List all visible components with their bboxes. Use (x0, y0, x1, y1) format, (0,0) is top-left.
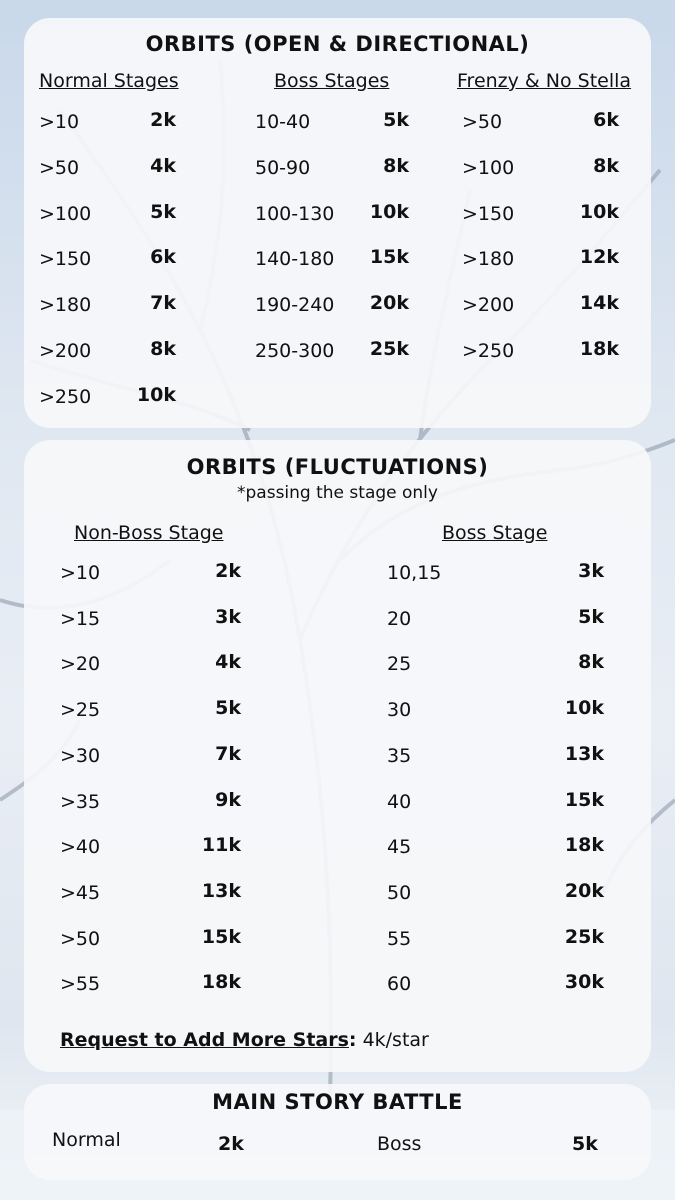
row-value: 10k (369, 200, 409, 223)
row-label: 35 (387, 744, 412, 767)
main-story-title: MAIN STORY BATTLE (212, 1090, 463, 1114)
row-value: 15k (564, 788, 604, 811)
column-header: Boss Stages (274, 70, 390, 92)
row-label: >10 (60, 562, 101, 584)
row-label: 25 (387, 653, 412, 676)
row-label: 50-90 (255, 156, 311, 179)
row-value: 3k (215, 605, 241, 628)
row-label: >15 (60, 607, 101, 630)
row-value: 6k (593, 109, 619, 131)
row-label: >20 (60, 653, 101, 676)
row-value: 4k (215, 651, 241, 674)
row-label: 60 (387, 973, 412, 996)
row-value: 18k (564, 834, 604, 857)
row-label: >30 (60, 744, 101, 767)
row-label: >200 (462, 294, 515, 317)
row-value: 5k (150, 200, 176, 223)
row-value: 2k (150, 109, 176, 131)
orbits-open-title: ORBITS (OPEN & DIRECTIONAL) (145, 32, 530, 56)
row-value: 10k (579, 200, 619, 223)
row-value: 30k (564, 971, 604, 994)
row-label: >40 (60, 836, 101, 859)
row-value: 15k (201, 925, 241, 948)
row-value: 9k (215, 788, 241, 811)
main-story-normal-value: 2k (218, 1133, 244, 1155)
column-header: Non-Boss Stage (74, 522, 224, 544)
row-label: >50 (60, 927, 101, 950)
row-label: >180 (462, 248, 515, 271)
row-label: >35 (60, 790, 101, 813)
row-label: >180 (39, 294, 92, 317)
main-story-battle-card (24, 1084, 651, 1180)
row-label: >250 (39, 385, 92, 408)
row-label: 50 (387, 881, 412, 904)
row-label: >150 (39, 248, 92, 271)
row-label: >150 (462, 202, 515, 225)
add-stars-footer: Request to Add More Stars: 4k/star (60, 1029, 429, 1051)
row-value: 20k (564, 879, 604, 902)
row-value: 11k (201, 834, 241, 857)
row-label: >55 (60, 973, 101, 996)
row-value: 8k (150, 338, 176, 360)
row-label: >25 (60, 699, 101, 722)
row-label: 140-180 (255, 248, 335, 271)
row-label: >100 (39, 202, 92, 225)
row-value: 2k (215, 560, 241, 582)
row-label: >250 (462, 340, 515, 362)
row-label: 100-130 (255, 202, 335, 225)
orbits-fluctuations-subtitle: *passing the stage only (237, 483, 438, 503)
row-value: 3k (578, 560, 604, 582)
row-value: 7k (215, 742, 241, 765)
row-value: 5k (578, 605, 604, 628)
row-value: 4k (150, 154, 176, 177)
row-value: 20k (369, 292, 409, 315)
row-value: 10k (136, 383, 176, 406)
row-value: 13k (201, 879, 241, 902)
row-value: 8k (593, 154, 619, 177)
orbits-fluctuations-title: ORBITS (FLUCTUATIONS) (186, 455, 489, 479)
add-stars-label: Request to Add More Stars (60, 1029, 349, 1051)
column-header: Normal Stages (39, 70, 179, 92)
row-label: >200 (39, 340, 92, 362)
row-label: 55 (387, 927, 412, 950)
row-label: >45 (60, 881, 101, 904)
add-stars-value: 4k/star (362, 1029, 429, 1051)
orbits-open-directional-card (24, 18, 651, 428)
row-value: 15k (369, 246, 409, 269)
row-label: >50 (462, 111, 503, 133)
row-value: 18k (579, 338, 619, 360)
row-value: 25k (564, 925, 604, 948)
row-label: 250-300 (255, 340, 335, 362)
row-value: 7k (150, 292, 176, 315)
row-value: 5k (383, 109, 409, 131)
row-label: 20 (387, 607, 412, 630)
row-label: >50 (39, 156, 80, 179)
row-value: 10k (564, 697, 604, 720)
row-value: 8k (383, 154, 409, 177)
row-label: 30 (387, 699, 412, 722)
row-value: 18k (201, 971, 241, 994)
row-label: 40 (387, 790, 412, 813)
row-value: 13k (564, 742, 604, 765)
main-story-boss-value: 5k (572, 1133, 598, 1155)
row-label: 45 (387, 836, 412, 859)
main-story-boss-label: Boss (377, 1133, 422, 1155)
row-label: >10 (39, 111, 80, 133)
row-label: 10,15 (387, 562, 442, 584)
row-label: >100 (462, 156, 515, 179)
row-label: 190-240 (255, 294, 335, 317)
row-value: 12k (579, 246, 619, 269)
main-story-normal-label: Normal (52, 1129, 121, 1151)
row-label: 10-40 (255, 111, 311, 133)
row-value: 25k (369, 338, 409, 360)
row-value: 8k (578, 651, 604, 674)
row-value: 6k (150, 246, 176, 269)
row-value: 14k (579, 292, 619, 315)
column-header: Frenzy & No Stella (457, 70, 632, 92)
column-header: Boss Stage (442, 522, 548, 544)
row-value: 5k (215, 697, 241, 720)
orbits-fluctuations-card (24, 440, 651, 1072)
